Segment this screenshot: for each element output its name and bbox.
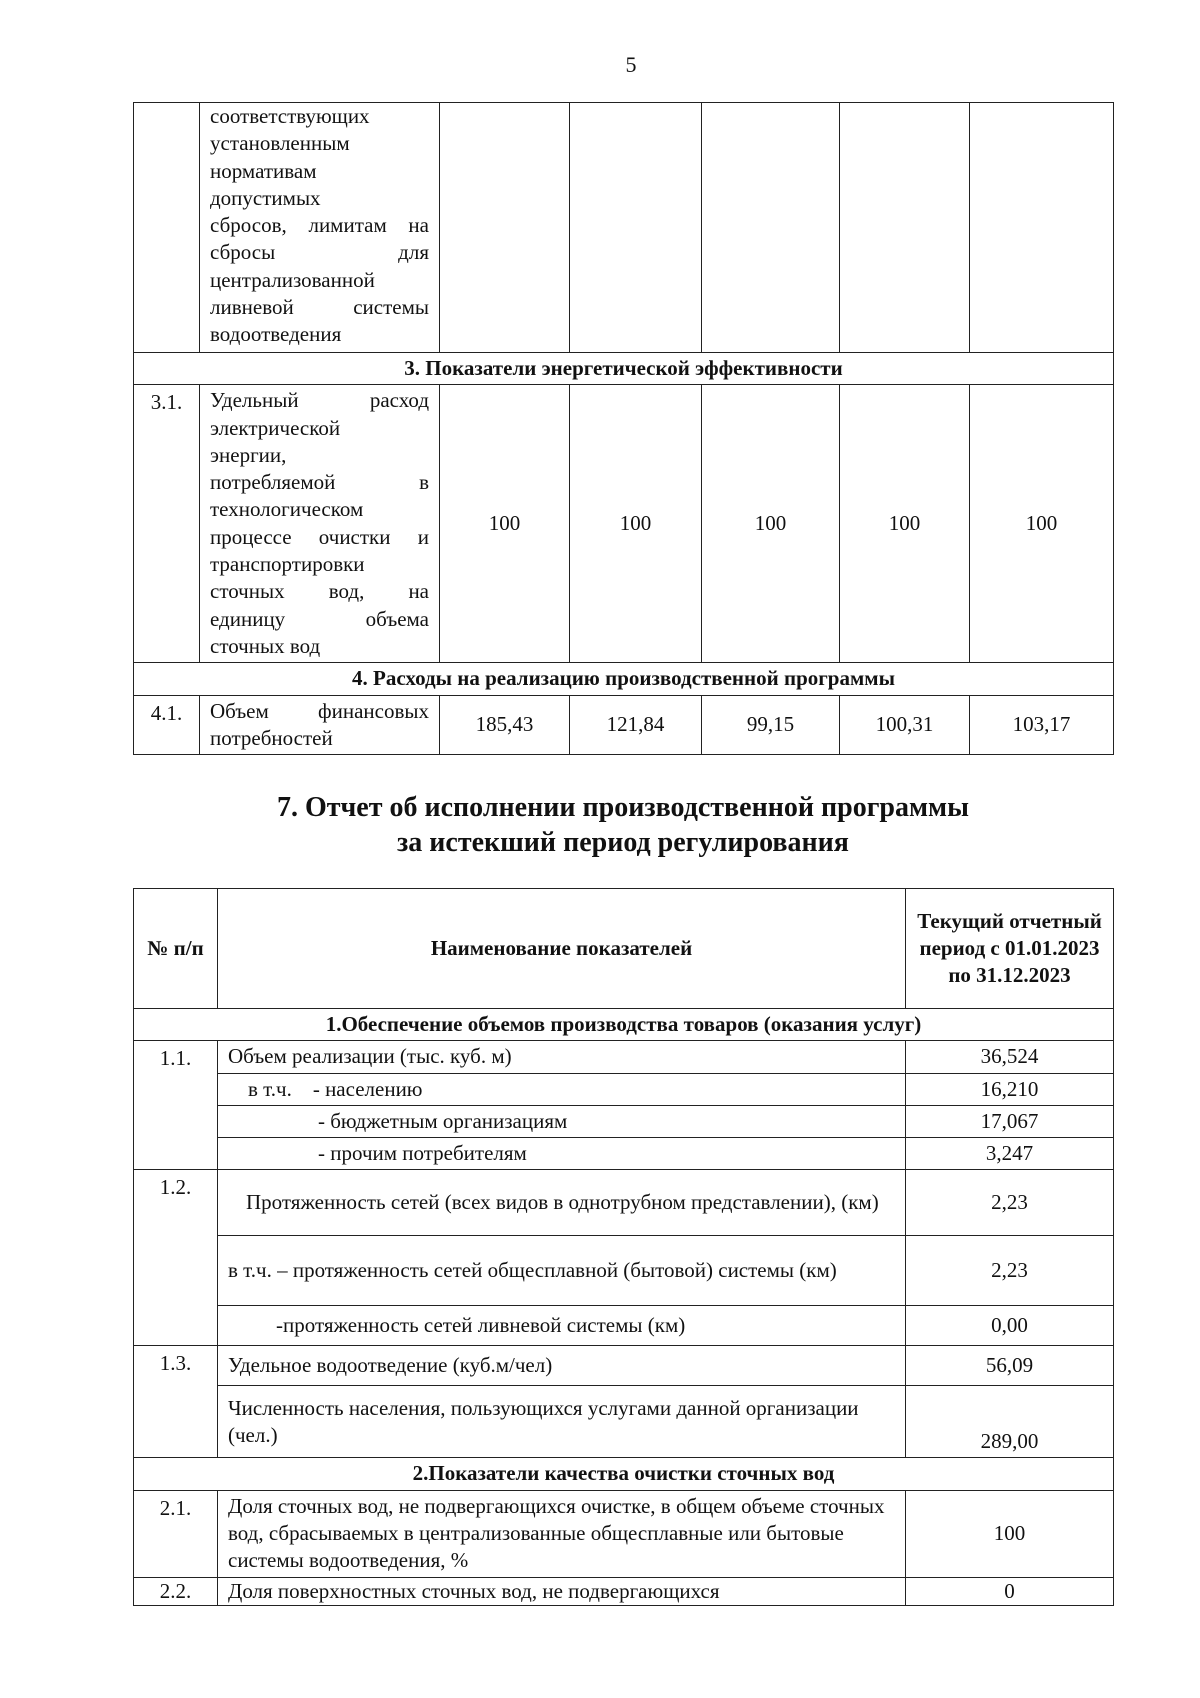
indicator-label: Протяженность сетей (всех видов в однотрубном представлении), (км) [218,1170,906,1236]
row-number: 2.2. [134,1577,218,1605]
table-row [134,1138,1114,1170]
heading-line-1: 7. Отчет об исполнении производственной программы [276,792,969,823]
value-cell: 17,067 [906,1105,1114,1137]
value-cell: 56,09 [906,1346,1114,1386]
header-period: Текущий отчетный период с 01.01.2023 по 31.12.2023 [906,889,1114,1009]
indicators-table-continued [133,102,1114,755]
table-row [134,1577,1114,1605]
table-row [134,1105,1114,1137]
indicator-description: Удельный расход электрической энергии, потребляемой в технологическом процессе очистки и транспортировки сточных вод, на единицу объема сточных вод [200,385,440,663]
section-row [134,1458,1114,1490]
value-cell: 36,524 [906,1041,1114,1073]
value-cell: 2,23 [906,1236,1114,1306]
value-cell: 0 [906,1577,1114,1605]
value-cell: 100 [840,385,970,663]
row-number: 1.2. [134,1170,218,1346]
section-row [134,663,1114,695]
heading-line-2: за истекший период регулирования [397,827,849,858]
report-table [133,888,1114,1606]
indicator-label: - прочим потребителям [218,1138,906,1170]
header-num: № п/п [134,889,218,1009]
indicator-label: Удельное водоотведение (куб.м/чел) [218,1346,906,1386]
indicator-label: Доля сточных вод, не подвергающихся очистке, в общем объеме сточных вод, сбрасываемых в централизованные общесплавные или бытовые системы водоотведения, % [218,1490,906,1577]
section-title: 3. Показатели энергетической эффективности [134,353,1114,385]
table-row [134,385,1114,663]
value-cell: 0,00 [906,1306,1114,1346]
table-row [134,1041,1114,1073]
section-title: 2.Показатели качества очистки сточных вод [134,1458,1114,1490]
value-cell: 16,210 [906,1073,1114,1105]
value-cell: 3,247 [906,1138,1114,1170]
table-row [134,1236,1114,1306]
section-row [134,353,1114,385]
row-number: 4.1. [134,695,200,755]
indicator-label: Численность населения, пользующихся услугами данной организации (чел.) [218,1386,906,1458]
table-row [134,695,1114,755]
value-cell: 100 [970,385,1114,663]
value-cell: 100 [702,385,840,663]
num-cell [134,103,200,353]
section-heading [133,790,1113,860]
row-number: 1.1. [134,1041,218,1170]
value-cell: 100 [440,385,570,663]
table-row [134,1306,1114,1346]
indicator-label: Доля поверхностных сточных вод, не подвергающихся [218,1577,906,1605]
indicator-label: в т.ч. – протяженность сетей общесплавной (бытовой) системы (км) [218,1236,906,1306]
indicator-label: - бюджетным организациям [218,1105,906,1137]
page-number: 5 [625,52,637,77]
section-row [134,1009,1114,1041]
section-title: 1.Обеспечение объемов производства товаров (оказания услуг) [134,1009,1114,1041]
value-cell: 121,84 [570,695,702,755]
value-cell: 103,17 [970,695,1114,755]
header-name: Наименование показателей [218,889,906,1009]
value-cell: 2,23 [906,1170,1114,1236]
indicator-label: -протяженность сетей ливневой системы (км) [218,1306,906,1346]
value-cell: 100,31 [840,695,970,755]
table-row [134,1073,1114,1105]
value-cell: 185,43 [440,695,570,755]
value-cell: 100 [570,385,702,663]
indicator-label: Объем реализации (тыс. куб. м) [218,1041,906,1073]
value-cell: 289,00 [906,1386,1114,1458]
value-cell: 99,15 [702,695,840,755]
section-title: 4. Расходы на реализацию производственной программы [134,663,1114,695]
row-number: 1.3. [134,1346,218,1458]
indicator-label: в т.ч. - населению [218,1073,906,1105]
table-row [134,1346,1114,1386]
indicator-description: Объем финансовых потребностей [200,695,440,755]
row-number: 2.1. [134,1490,218,1577]
header-row [134,889,1114,1009]
table-row [134,1490,1114,1577]
table-row [134,103,1114,353]
indicator-description: соответствующих установленным нормативам допустимых сбросов, лимитам на сбросы для централизованной ливневой системы водоотведения [200,103,440,353]
row-number: 3.1. [134,385,200,663]
value-cell: 100 [906,1490,1114,1577]
table-row [134,1386,1114,1458]
table-row [134,1170,1114,1236]
